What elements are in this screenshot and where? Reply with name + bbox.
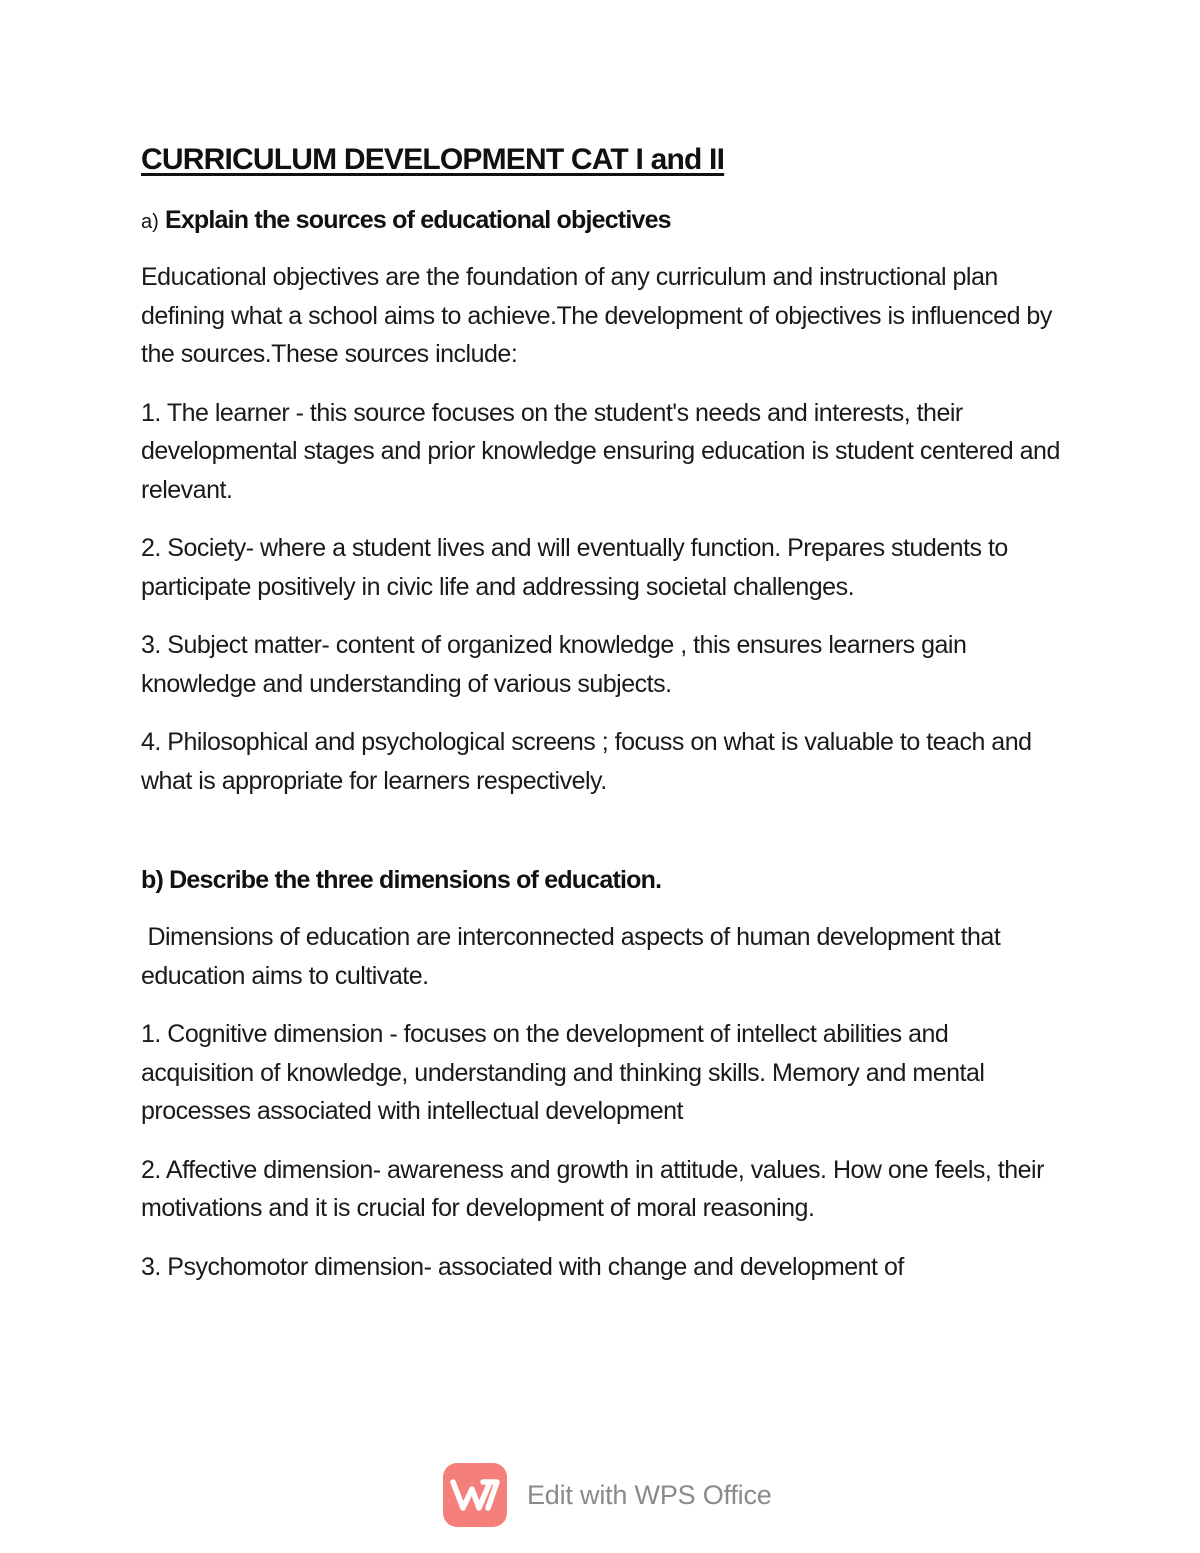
dimension-item-affective: 2. Affective dimension- awareness and growth in attitude, values. How one feels, their motivations and it is crucial for development of moral reasoning. (141, 1155, 1044, 1222)
question-a-label: a) (141, 211, 159, 233)
wps-watermark (443, 1462, 772, 1528)
source-item-society: 2. Society- where a student lives and will eventually function. Prepares students to participate positively in civic life and addressing societal challenges. (141, 534, 1008, 601)
question-b-heading: b) Describe the three dimensions of education. (141, 866, 662, 894)
source-item-learner: 1. The learner - this source focuses on the student's needs and interests, their developmental stages and prior knowledge ensuring education is student centered and relevant. (141, 398, 1060, 504)
question-a-heading (141, 202, 1066, 240)
document-title: CURRICULUM DEVELOPMENT CAT I and II (141, 143, 725, 176)
wps-watermark-text: Edit with WPS Office (527, 1479, 772, 1510)
intro-paragraph-a: Educational objectives are the foundation of any curriculum and instructional plan defining what a school aims to achieve.The development of objectives is influenced by the sources.These sources include: (141, 263, 1052, 368)
wps-logo-icon (443, 1463, 507, 1527)
question-a-text: Explain the sources of educational objectives (164, 206, 671, 234)
document-content (141, 140, 1066, 1306)
source-item-subject-matter: 3. Subject matter- content of organized knowledge , this ensures learners gain knowledge and understanding of various subjects. (141, 631, 967, 698)
dimension-item-psychomotor: 3. Psychomotor dimension- associated with change and development of (141, 1252, 904, 1281)
intro-paragraph-b: Dimensions of education are interconnected aspects of human development that education aims to cultivate. (141, 923, 1007, 990)
dimension-item-cognitive: 1. Cognitive dimension - focuses on the development of intellect abilities and acquisition of knowledge, understanding and thinking skills. Memory and mental processes associated with intellectual development (141, 1020, 985, 1125)
source-item-philosophical: 4. Philosophical and psychological screens ; focuss on what is valuable to teach and what is appropriate for learners respectively. (141, 728, 1032, 795)
